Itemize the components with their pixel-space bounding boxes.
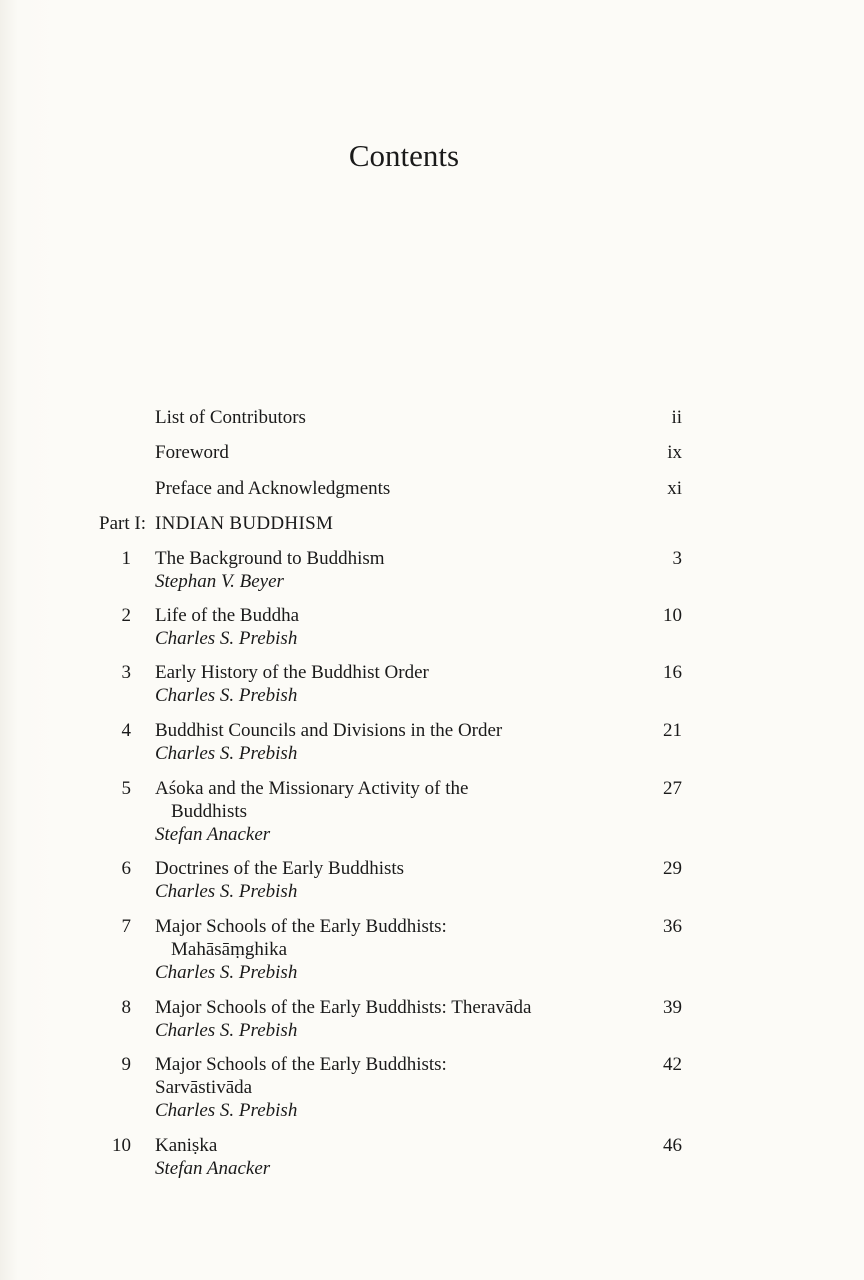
toc-page-number: ix (667, 442, 682, 463)
part-title (155, 512, 625, 535)
toc-entry-title (155, 477, 625, 500)
toc-entry-title-line: Buddhist Councils and Divisions in the Order (155, 720, 503, 741)
toc-entry-title (155, 547, 625, 593)
toc-entry-title-line: Preface and Acknowledgments (155, 478, 391, 499)
toc-entry-title-line: Sarvāstivāda (155, 1077, 253, 1098)
toc-page-number: 3 (672, 548, 682, 569)
toc-entry-author: Stefan Anacker (155, 1158, 271, 1179)
toc-entry-title (155, 719, 625, 765)
toc-entry-author: Charles S. Prebish (155, 685, 298, 706)
toc-entry-title (155, 441, 625, 464)
toc-entry-title (155, 661, 625, 707)
chapter-number: 8 (121, 997, 131, 1018)
toc-page-number: 46 (663, 1135, 682, 1156)
toc-entry-title (155, 406, 625, 429)
toc-entry-title (155, 1053, 625, 1122)
toc-entry-author: Charles S. Prebish (155, 743, 298, 764)
toc-entry-title-line: Mahāsāṃghika (171, 939, 288, 960)
toc-page-number: ii (671, 407, 682, 428)
part-label: Part I: (99, 513, 146, 534)
toc-page-number: 21 (663, 720, 682, 741)
toc-entry-author: Charles S. Prebish (155, 962, 298, 983)
toc-page-number: 36 (663, 916, 682, 937)
toc-page-number: 16 (663, 662, 682, 683)
toc-entry-author: Charles S. Prebish (155, 628, 298, 649)
toc-entry-title-line: Buddhists (171, 801, 248, 822)
toc-entry-title-line: Major Schools of the Early Buddhists: Theravāda (155, 997, 532, 1018)
chapter-number: 2 (121, 605, 131, 626)
chapter-number: 4 (121, 720, 131, 741)
chapter-number: 10 (112, 1135, 131, 1156)
chapter-number: 1 (121, 548, 131, 569)
part-title-text: INDIAN BUDDHISM (155, 513, 334, 534)
toc-entry-title-line: Foreword (155, 442, 229, 463)
toc-page-number: 42 (663, 1054, 682, 1075)
toc-entry-title-line: Major Schools of the Early Buddhists: (155, 1054, 447, 1075)
toc-entry-author: Charles S. Prebish (155, 1100, 298, 1121)
toc-entry-title (155, 777, 625, 846)
toc-page-number: 39 (663, 997, 682, 1018)
toc-entry-title-line: Aśoka and the Missionary Activity of the (155, 778, 469, 799)
toc-entry-author: Charles S. Prebish (155, 1020, 298, 1041)
toc-entry-title (155, 604, 625, 650)
toc-entry-author: Stephan V. Beyer (155, 571, 284, 592)
toc-entry-title-line: Major Schools of the Early Buddhists: (155, 916, 447, 937)
toc-entry-title (155, 857, 625, 903)
page-title: Contents (348, 138, 460, 173)
toc-page-number: 10 (663, 605, 682, 626)
toc-entry-title-line: List of Contributors (155, 407, 306, 428)
toc-entry-title-line: Life of the Buddha (155, 605, 300, 626)
toc-page-number: 27 (663, 778, 682, 799)
toc-entry-title-line: Kaniṣka (155, 1135, 218, 1156)
toc-page-number: xi (667, 478, 682, 499)
chapter-number: 3 (121, 662, 131, 683)
chapter-number: 6 (121, 858, 131, 879)
toc-page-number: 29 (663, 858, 682, 879)
toc-entry-title (155, 996, 625, 1042)
toc-entry-title (155, 915, 625, 984)
toc-entry-title-line: The Background to Buddhism (155, 548, 385, 569)
chapter-number: 9 (121, 1054, 131, 1075)
chapter-number: 7 (121, 916, 131, 937)
chapter-number: 5 (121, 778, 131, 799)
toc-entry-title (155, 1134, 625, 1180)
toc-entry-title-line: Early History of the Buddhist Order (155, 662, 429, 683)
toc-entry-author: Stefan Anacker (155, 824, 271, 845)
toc-entry-title-line: Doctrines of the Early Buddhists (155, 858, 405, 879)
toc-entry-author: Charles S. Prebish (155, 881, 298, 902)
